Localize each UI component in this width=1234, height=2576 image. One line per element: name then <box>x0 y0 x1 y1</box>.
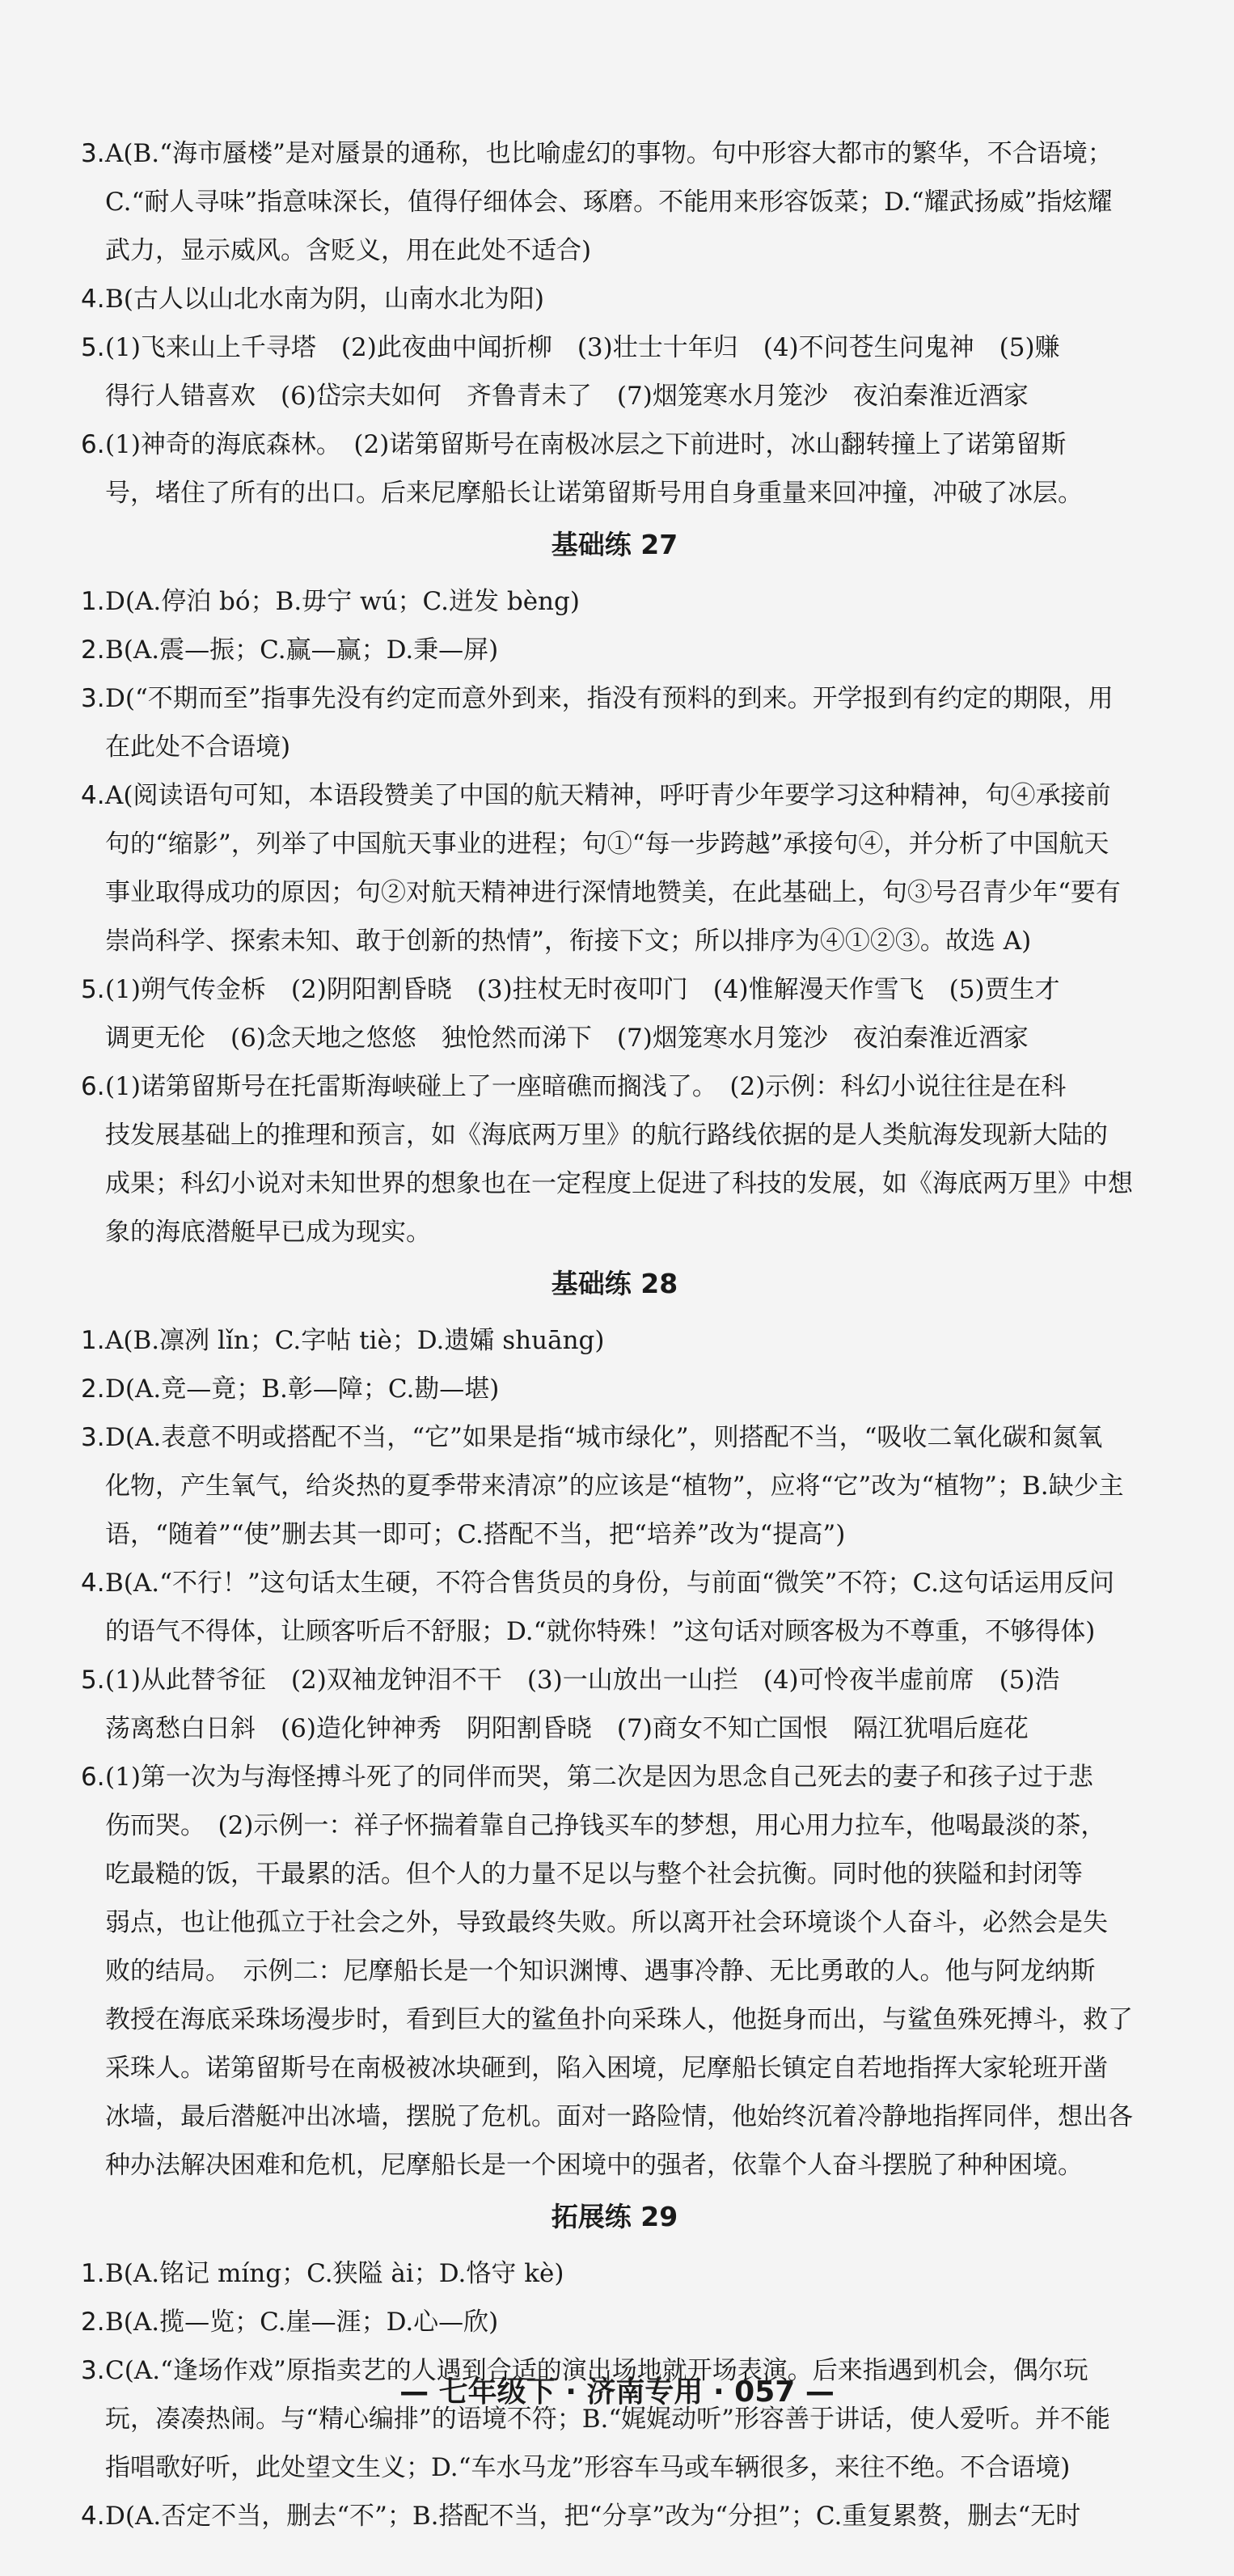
answer-item <box>81 2492 1148 2540</box>
answer-line: 成果；科幻小说对未知世界的想象也在一定程度上促进了科技的发展，如《海底两万里》中想 <box>105 1169 1133 1198</box>
answer-item <box>81 1753 1148 2190</box>
answer-line: 在此处不合语境) <box>105 733 291 762</box>
answer-item <box>81 1413 1148 1559</box>
answer-text <box>105 1316 1148 1365</box>
answer-line: 荡离愁白日斜 (6)造化钟神秀 阴阳割昏晓 (7)商女不知亡国恨 隔江犹唱后庭花 <box>105 1714 1029 1743</box>
answer-text <box>105 129 1148 275</box>
answer-number: 6. <box>81 1072 105 1101</box>
answer-line: D(A.否定不当，删去“不”；B.搭配不当，把“分享”改为“分担”；C.重复累赘，删去“无时 <box>105 2502 1081 2531</box>
answer-text <box>105 1656 1148 1753</box>
answer-item <box>81 626 1148 674</box>
answer-number: 6. <box>81 1763 105 1792</box>
answer-line: B(A.“不行！”这句话太生硬，不符合售货员的身份，与前面“微笑”不符；C.这句话运用反问 <box>105 1569 1114 1598</box>
answer-number: 3. <box>81 1423 105 1452</box>
answer-item <box>81 1316 1148 1365</box>
answer-text <box>105 323 1148 420</box>
answer-item <box>81 771 1148 965</box>
answer-number: 4. <box>81 2502 105 2531</box>
answer-text <box>105 2249 1148 2298</box>
answer-line: B(A.震—振；C.赢—赢；D.秉—屏) <box>105 636 499 665</box>
answer-text <box>105 674 1148 771</box>
answer-line: 教授在海底采珠场漫步时，看到巨大的鲨鱼扑向采珠人，他挺身而出，与鲨鱼殊死搏斗，救了 <box>105 2005 1133 2034</box>
answer-number: 1. <box>81 1326 105 1355</box>
section-heading: 基础练 27 <box>551 529 678 560</box>
answer-item <box>81 2298 1148 2346</box>
answer-number: 3. <box>81 139 105 168</box>
answer-text <box>105 771 1148 965</box>
answer-line: C.“耐人寻味”指意味深长，值得仔细体会、琢磨。不能用来形容饭菜；D.“耀武扬威”指炫耀 <box>105 188 1113 217</box>
answer-number: 6. <box>81 430 105 459</box>
answer-text <box>105 1753 1148 2190</box>
answer-line: D(A.停泊 bó；B.毋宁 wú；C.迸发 bèng) <box>105 587 580 616</box>
answer-line: 弱点，也让他孤立于社会之外，导致最终失败。所以离开社会环境谈个人奋斗，必然会是失 <box>105 1908 1108 1937</box>
answer-item <box>81 2346 1148 2492</box>
answer-line: 种办法解决困难和危机，尼摩船长是一个困境中的强者，依靠个人奋斗摆脱了种种困境。 <box>105 2151 1083 2180</box>
answer-item <box>81 2249 1148 2298</box>
answer-text <box>105 1559 1148 1656</box>
answer-line: 化物，产生氧气，给炎热的夏季带来清凉”的应该是“植物”，应将“它”改为“植物”；B.缺少主 <box>105 1472 1124 1501</box>
answer-item <box>81 965 1148 1062</box>
answer-line: (1)朔气传金柝 (2)阴阳割昏晓 (3)拄杖无时夜叩门 (4)惟解漫天作雪飞 (5)贾生才 <box>105 975 1060 1004</box>
answer-line: 语，“随着”“使”删去其一即可；C.搭配不当，把“培养”改为“提高”) <box>105 1520 846 1549</box>
answer-item <box>81 1365 1148 1413</box>
answer-number: 2. <box>81 636 105 665</box>
answer-line: C(A.“逢场作戏”原指卖艺的人遇到合适的演出场地就开场表演。后来指遇到机会，偶尔玩 <box>105 2356 1088 2385</box>
answer-number: 1. <box>81 587 105 616</box>
answer-item <box>81 1559 1148 1656</box>
answer-text <box>105 1062 1148 1256</box>
answer-line: A(B.凛冽 lǐn；C.字帖 tiè；D.遗孀 shuāng) <box>105 1326 605 1355</box>
answer-item <box>81 275 1148 323</box>
answer-line: 玩，凑凑热闹。与“精心编排”的语境不符；B.“娓娓动听”形容善于讲话，使人爱听。并不能 <box>105 2405 1111 2434</box>
answer-line: 指唱歌好听，此处望文生义；D.“车水马龙”形容车马或车辆很多，来往不绝。不合语境) <box>105 2453 1071 2482</box>
answer-line: 崇尚科学、探索未知、敢于创新的热情”，衔接下文；所以排序为④①②③。故选 A) <box>105 927 1032 956</box>
answer-item <box>81 1062 1148 1256</box>
answer-text <box>105 965 1148 1062</box>
answer-item <box>81 129 1148 275</box>
answer-line: (1)第一次为与海怪搏斗死了的同伴而哭，第二次是因为思念自己死去的妻子和孩子过于悲 <box>105 1763 1093 1792</box>
answer-number: 4. <box>81 1569 105 1598</box>
answer-number: 5. <box>81 333 105 362</box>
answer-number: 4. <box>81 781 105 810</box>
answer-text <box>105 1413 1148 1559</box>
section-heading: 基础练 28 <box>551 1268 678 1299</box>
answer-line: 吃最糙的饭，干最累的活。但个人的力量不足以与整个社会抗衡。同时他的狭隘和封闭等 <box>105 1860 1083 1889</box>
answer-item <box>81 577 1148 626</box>
answer-line: 象的海底潜艇早已成为现实。 <box>105 1218 431 1247</box>
answer-line: 得行人错喜欢 (6)岱宗夫如何 齐鲁青未了 (7)烟笼寒水月笼沙 夜泊秦淮近酒家 <box>105 382 1029 411</box>
answer-text <box>105 275 1148 323</box>
answer-text <box>105 1365 1148 1413</box>
answer-line: A(阅读语句可知，本语段赞美了中国的航天精神，呼吁青少年要学习这种精神，句④承接前 <box>105 781 1111 810</box>
answer-line: (1)飞来山上千寻塔 (2)此夜曲中闻折柳 (3)壮士十年归 (4)不问苍生问鬼神 (5)赚 <box>105 333 1060 362</box>
answer-line: 采珠人。诺第留斯号在南极被冰块砸到，陷入困境，尼摩船长镇定自若地指挥大家轮班开凿 <box>105 2054 1108 2083</box>
answer-line: 伤而哭。 (2)示例一：祥子怀揣着靠自己挣钱买车的梦想，用心用力拉车，他喝最淡的茶， <box>105 1811 1106 1840</box>
answer-line: B(古人以山北水南为阴，山南水北为阳) <box>105 285 544 314</box>
answer-text <box>105 420 1148 517</box>
answer-line: 技发展基础上的推理和预言，如《海底两万里》的航行路线依据的是人类航海发现新大陆的 <box>105 1121 1108 1150</box>
answer-number: 4. <box>81 285 105 314</box>
answer-line: 的语气不得体，让顾客听后不舒服；D.“就你特殊！”这句话对顾客极为不尊重，不够得体) <box>105 1617 1096 1646</box>
answer-number: 5. <box>81 1666 105 1695</box>
answer-text <box>105 2346 1148 2492</box>
answer-item <box>81 323 1148 420</box>
answer-number: 2. <box>81 2308 105 2337</box>
answer-line: 句的“缩影”，列举了中国航天事业的进程；句①“每一步跨越”承接句④，并分析了中国航天 <box>105 830 1109 859</box>
answer-content <box>81 129 1148 2540</box>
answer-line: 冰墙，最后潜艇冲出冰墙，摆脱了危机。面对一路险情，他始终沉着冷静地指挥同伴，想出各 <box>105 2102 1133 2131</box>
answer-text <box>105 577 1148 626</box>
answer-item <box>81 1656 1148 1753</box>
answer-line: 事业取得成功的原因；句②对航天精神进行深情地赞美，在此基础上，句③号召青少年“要有 <box>105 878 1121 907</box>
answer-line: D(A.表意不明或搭配不当，“它”如果是指“城市绿化”，则搭配不当，“吸收二氧化碳和氮氧 <box>105 1423 1103 1452</box>
answer-number: 3. <box>81 684 105 713</box>
answer-line: (1)诺第留斯号在托雷斯海峡碰上了一座暗礁而搁浅了。 (2)示例：科幻小说往往是在科 <box>105 1072 1067 1101</box>
answer-text <box>105 2492 1148 2540</box>
answer-text <box>105 626 1148 674</box>
answer-line: 调更无伦 (6)念天地之悠悠 独怆然而涕下 (7)烟笼寒水月笼沙 夜泊秦淮近酒家 <box>105 1024 1029 1053</box>
answer-line: (1)神奇的海底森林。 (2)诺第留斯号在南极冰层之下前进时，冰山翻转撞上了诺第留斯 <box>105 430 1067 459</box>
answer-number: 2. <box>81 1375 105 1404</box>
answer-item <box>81 674 1148 771</box>
answer-line: B(A.铭记 míng；C.狭隘 ài；D.恪守 kè) <box>105 2259 564 2288</box>
answer-line: B(A.揽—览；C.崖—涯；D.心—欣) <box>105 2308 499 2337</box>
answer-line: D(“不期而至”指事先没有约定而意外到来，指没有预料的到来。开学报到有约定的期限，用 <box>105 684 1114 713</box>
answer-number: 3. <box>81 2356 105 2385</box>
page-footer: — 七年级下 · 济南专用 · 057 — <box>399 2375 835 2409</box>
answer-number: 1. <box>81 2259 105 2288</box>
answer-text <box>105 2298 1148 2346</box>
answer-line: 武力，显示威风。含贬义，用在此处不适合) <box>105 236 592 265</box>
answer-line: 号，堵住了所有的出口。后来尼摩船长让诺第留斯号用自身重量来回冲撞，冲破了冰层。 <box>105 479 1083 508</box>
answer-line: 败的结局。 示例二：尼摩船长是一个知识渊博、遇事冷静、无比勇敢的人。他与阿龙纳斯 <box>105 1957 1096 1986</box>
answer-line: (1)从此替爷征 (2)双袖龙钟泪不干 (3)一山放出一山拦 (4)可怜夜半虚前席 (5)浩 <box>105 1666 1060 1695</box>
answer-number: 5. <box>81 975 105 1004</box>
section-heading: 拓展练 29 <box>551 2201 678 2232</box>
answer-item <box>81 420 1148 517</box>
answer-line: D(A.竞—竟；B.彰—障；C.勘—堪) <box>105 1375 500 1404</box>
answer-line: A(B.“海市蜃楼”是对蜃景的通称，也比喻虚幻的事物。句中形容大都市的繁华，不合语境； <box>105 139 1113 168</box>
